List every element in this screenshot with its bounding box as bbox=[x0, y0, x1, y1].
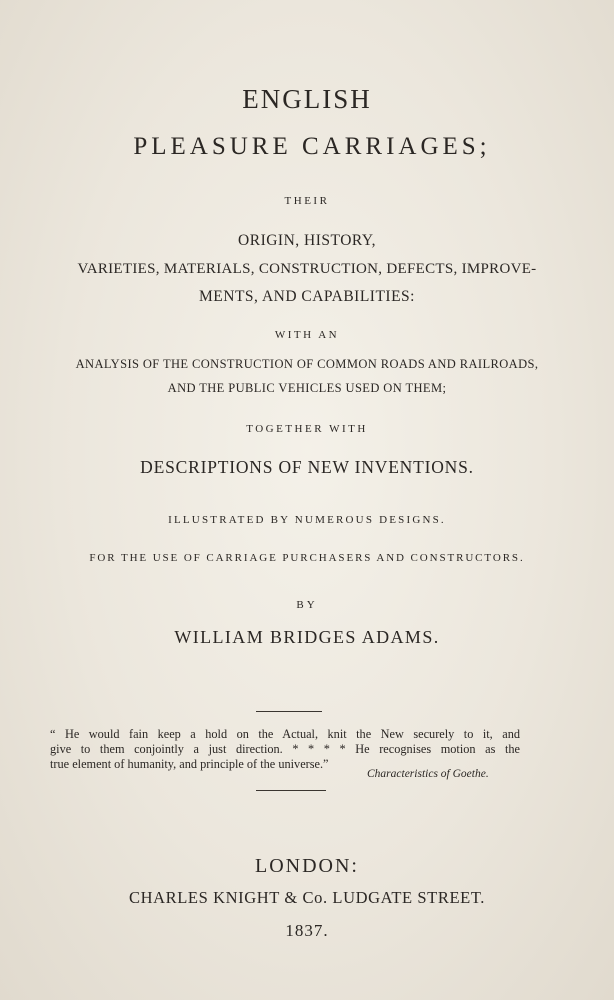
for-use-line: FOR THE USE OF CARRIAGE PURCHASERS AND CONSTRUCTORS. bbox=[89, 552, 525, 564]
epigraph-attribution: Characteristics of Goethe. bbox=[367, 768, 489, 780]
imprint-publisher: CHARLES KNIGHT & Co. LUDGATE STREET. bbox=[128, 888, 486, 907]
descriptions-heading: DESCRIPTIONS OF NEW INVENTIONS. bbox=[140, 457, 474, 477]
epigraph-line-3: true element of humanity, and principle of the universe.” bbox=[50, 757, 329, 771]
imprint-city: LONDON: bbox=[255, 855, 359, 877]
subtitle-their: THEIR bbox=[284, 195, 330, 207]
subtitle-line-capabilities: MENTS, AND CAPABILITIES: bbox=[199, 288, 415, 305]
by-label: BY bbox=[296, 599, 318, 611]
analysis-line-2: AND THE PUBLIC VEHICLES USED ON THEM; bbox=[167, 381, 447, 395]
subtitle-line-origin: ORIGIN, HISTORY, bbox=[238, 232, 376, 249]
title-line-pleasure-carriages: PLEASURE CARRIAGES; bbox=[133, 133, 491, 160]
illustrated-line: ILLUSTRATED BY NUMEROUS DESIGNS. bbox=[168, 514, 446, 526]
epigraph-line-2: give to them conjointly a just direction. * * * * He recognises motion as the bbox=[50, 742, 520, 756]
analysis-line-1: ANALYSIS OF THE CONSTRUCTION OF COMMON ROADS AND RAILROADS, bbox=[75, 357, 539, 371]
epigraph-bottom-rule bbox=[256, 790, 326, 791]
epigraph-line-1: “ He would fain keep a hold on the Actual, knit the New securely to it, and bbox=[50, 727, 520, 741]
epigraph-quote bbox=[50, 727, 520, 772]
author-name: WILLIAM BRIDGES ADAMS. bbox=[174, 627, 440, 647]
with-an-label: WITH AN bbox=[274, 329, 340, 341]
title-line-english: ENGLISH bbox=[242, 84, 372, 114]
imprint-year: 1837. bbox=[285, 921, 329, 940]
together-with-label: TOGETHER WITH bbox=[246, 423, 368, 435]
epigraph-top-rule bbox=[256, 711, 322, 712]
subtitle-line-varieties: VARIETIES, MATERIALS, CONSTRUCTION, DEFECTS, IMPROVE- bbox=[77, 261, 537, 277]
